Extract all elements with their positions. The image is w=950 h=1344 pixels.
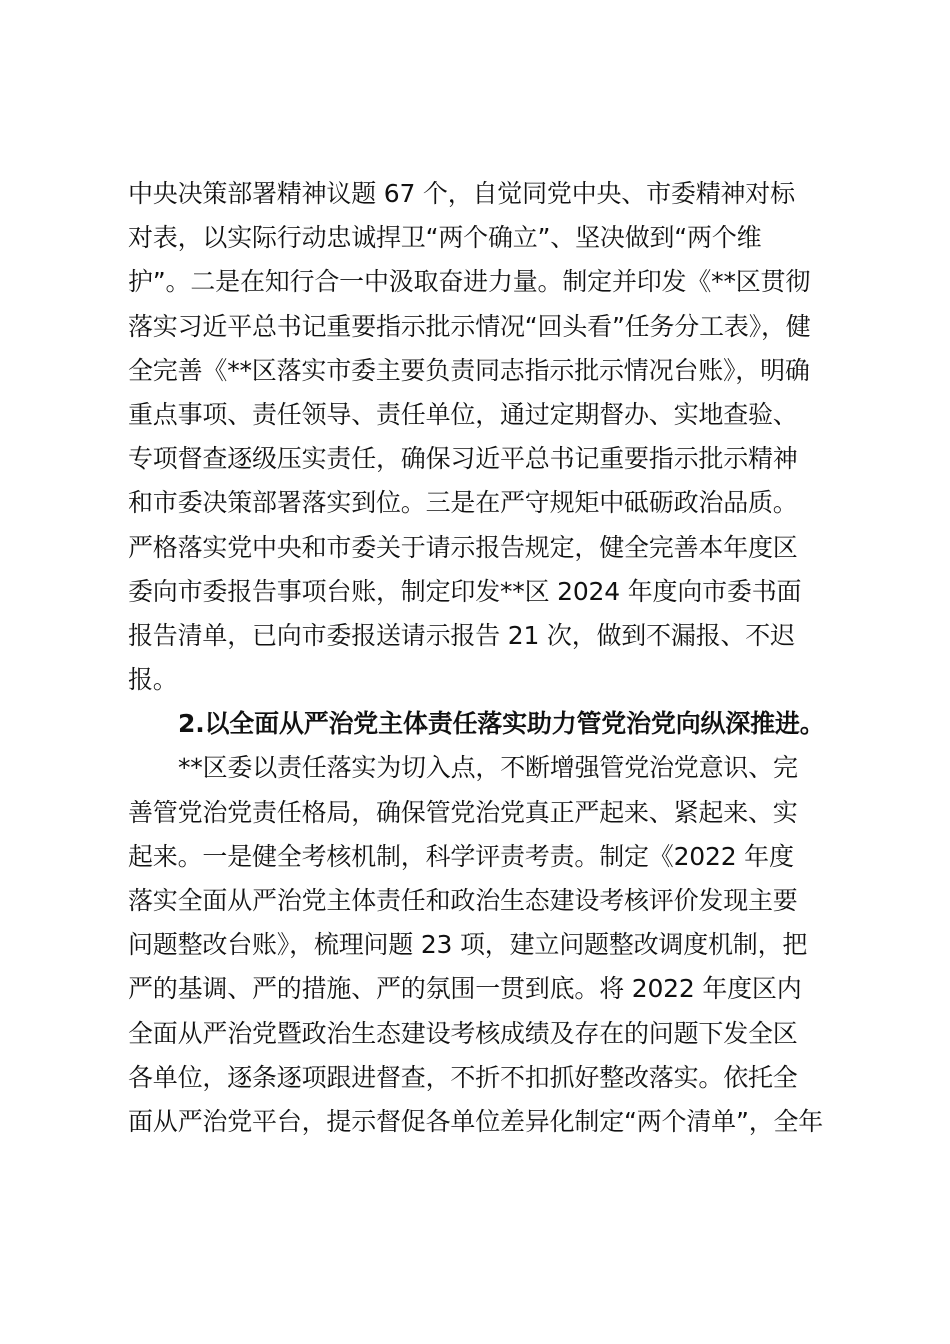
text-line: 严的基调、严的措施、严的氛围一贯到底。将 2022 年度区内	[128, 974, 802, 1004]
text-line: 面从严治党平台，提示督促各单位差异化制定“两个清单”，全年	[128, 1106, 824, 1136]
text-line: 落实全面从严治党主体责任和政治生态建设考核评价发现主要	[128, 886, 798, 915]
text-line: 问题整改台账》，梳理问题 23 项，建立问题整改调度机制，把	[128, 930, 808, 960]
text-line: 全完善《**区落实市委主要负责同志指示批示情况台账》，明确	[128, 355, 810, 385]
text-line: 全面从严治党暨政治生态建设考核成绩及存在的问题下发全区	[128, 1018, 798, 1048]
text-line: 落实习近平总书记重要指示批示情况“回头看”任务分工表》，健	[128, 311, 811, 341]
text-line: 报告清单，已向市委报送请示报告 21 次，做到不漏报、不迟	[128, 620, 795, 650]
section-heading: 2.以全面从严治党主体责任落实助力管党治党向纵深推进。	[178, 709, 825, 739]
text-line: 报。	[128, 665, 178, 695]
text-line: 善管党治党责任格局，确保管党治党真正严起来、紧起来、实	[128, 797, 798, 827]
document-body	[128, 172, 832, 1144]
text-line: **区委以责任落实为切入点，不断增强管党治党意识、完	[178, 753, 798, 783]
text-line: 各单位，逐条逐项跟进督查，不折不扣抓好整改落实。依托全	[128, 1062, 798, 1092]
text-line: 起来。一是健全考核机制，科学评责考责。制定《2022 年度	[128, 841, 794, 871]
text-line: 专项督查逐级压实责任，确保习近平总书记重要指示批示精神	[128, 444, 798, 474]
text-line: 和市委决策部署落实到位。三是在严守规矩中砥砺政治品质。	[128, 488, 798, 518]
text-line: 对表，以实际行动忠诚捍卫“两个确立”、坚决做到“两个维	[128, 223, 762, 253]
text-line: 委向市委报告事项台账，制定印发**区 2024 年度向市委书面	[128, 576, 802, 606]
text-line: 重点事项、责任领导、责任单位，通过定期督办、实地查验、	[128, 399, 798, 429]
text-line: 严格落实党中央和市委关于请示报告规定，健全完善本年度区	[128, 532, 798, 562]
text-line: 中央决策部署精神议题 67 个，自觉同党中央、市委精神对标	[128, 179, 795, 208]
text-line: 护”。二是在知行合一中汲取奋进力量。制定并印发《**区贯彻	[128, 267, 811, 297]
